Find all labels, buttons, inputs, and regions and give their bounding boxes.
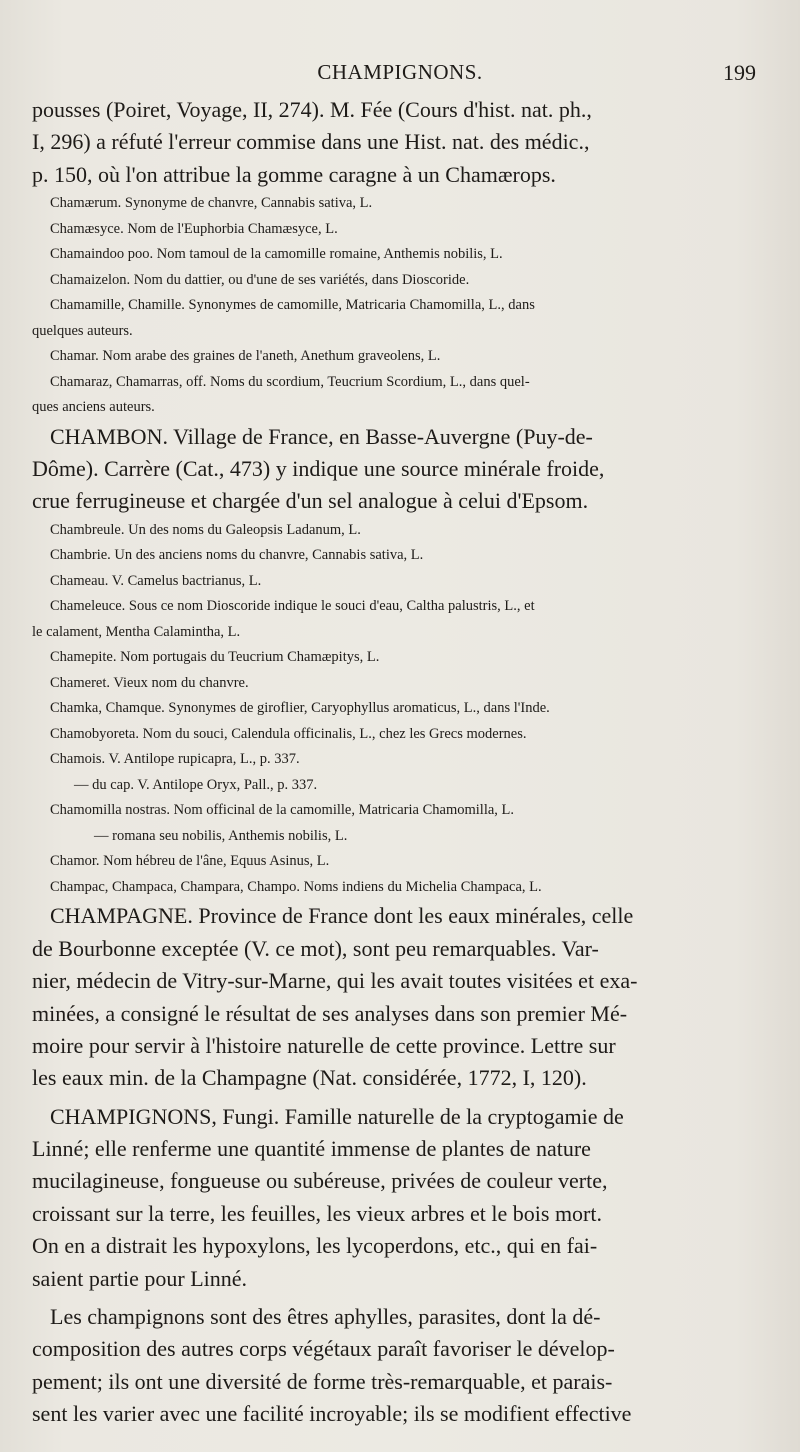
dictionary-entry: Chamaizelon. Nom du dattier, ou d'une de ses variétés, dans Dioscoride. (50, 271, 470, 288)
dictionary-entry: Chamaraz, Chamarras, off. Noms du scordium, Teucrium Scordium, L., dans quel- (50, 373, 530, 390)
text-line: pousses (Poiret, Voyage, II, 274). M. Fée (Cours d'hist. nat. ph., (32, 97, 592, 122)
dictionary-entry: Chameleuce. Sous ce nom Dioscoride indique le souci d'eau, Caltha palustris, L., et (50, 598, 535, 615)
dictionary-entry: Chamka, Chamque. Synonymes de giroflier, Caryophyllus aromaticus, L., dans l'Inde. (50, 700, 550, 717)
text-line: croissant sur la terre, les feuilles, les vieux arbres et le bois mort. (32, 1200, 602, 1226)
text-line: p. 150, où l'on attribue la gomme caragne à un Chamærops. (32, 161, 556, 187)
dictionary-entry-continuation: quelques auteurs. (32, 322, 133, 339)
dictionary-entry: Chamois. V. Antilope rupicapra, L., p. 337. (50, 751, 300, 768)
dictionary-entry: Chamamille, Chamille. Synonymes de camomille, Matricaria Chamomilla, L., dans (50, 297, 535, 314)
dictionary-entry: Chamar. Nom arabe des graines de l'aneth, Anethum graveolens, L. (50, 348, 441, 365)
page-number: 199 (723, 60, 756, 85)
entry-chambon: CHAMBON. Village de France, en Basse-Auvergne (Puy-de- (50, 423, 593, 449)
dictionary-entry: Chameret. Vieux nom du chanvre. (50, 674, 249, 691)
dictionary-subentry: — romana seu nobilis, Anthemis nobilis, L. (94, 827, 348, 844)
dictionary-entry: Chambrie. Un des anciens noms du chanvre, Cannabis sativa, L. (50, 547, 424, 564)
text-line: mucilagineuse, fongueuse ou subéreuse, privées de couleur verte, (32, 1168, 608, 1194)
text-line: minées, a consigné le résultat de ses analyses dans son premier Mé- (32, 1000, 628, 1026)
paragraph-line: Les champignons sont des êtres aphylles, parasites, dont la dé- (50, 1304, 601, 1330)
entry-champagne: CHAMPAGNE. Province de France dont les eaux minérales, celle (50, 903, 634, 929)
text-line: Linné; elle renferme une quantité immense de plantes de nature (32, 1136, 591, 1162)
dictionary-entry: Chameau. V. Camelus bactrianus, L. (50, 572, 262, 589)
text-line: les eaux min. de la Champagne (Nat. considérée, 1772, I, 120). (32, 1065, 587, 1091)
dictionary-entry-continuation: ques anciens auteurs. (32, 399, 155, 416)
dictionary-entry: Champac, Champaca, Champara, Champo. Noms indiens du Michelia Champaca, L. (50, 878, 542, 895)
dictionary-entry: Chamepite. Nom portugais du Teucrium Chamæpitys, L. (50, 649, 380, 666)
text-line: Dôme). Carrère (Cat., 473) y indique une source minérale froide, (32, 456, 605, 482)
dictionary-entry-continuation: le calament, Mentha Calamintha, L. (32, 623, 241, 640)
text-line: de Bourbonne exceptée (V. ce mot), sont peu remarquables. Var- (32, 935, 599, 961)
dictionary-entry: Chamæsyce. Nom de l'Euphorbia Chamæsyce, L. (50, 220, 338, 237)
text-line: nier, médecin de Vitry-sur-Marne, qui les avait toutes visitées et exa- (32, 968, 638, 994)
dictionary-entry: Chamærum. Synonyme de chanvre, Cannabis sativa, L. (50, 195, 373, 212)
page-body (32, 94, 760, 1431)
dictionary-entry: Chamaindoo poo. Nom tamoul de la camomille romaine, Anthemis nobilis, L. (50, 246, 503, 263)
dictionary-entry: Chamomilla nostras. Nom officinal de la camomille, Matricaria Chamomilla, L. (50, 802, 515, 819)
page-header (0, 60, 800, 90)
entry-champignons: CHAMPIGNONS, Fungi. Famille naturelle de la cryptogamie de (50, 1103, 624, 1129)
text-line: On en a distrait les hypoxylons, les lycoperdons, etc., qui en fai- (32, 1233, 598, 1259)
dictionary-entry: Chamobyoreta. Nom du souci, Calendula officinalis, L., chez les Grecs modernes. (50, 725, 527, 742)
text-line: composition des autres corps végétaux paraît favoriser le dévelop- (32, 1336, 615, 1362)
dictionary-subentry: — du cap. V. Antilope Oryx, Pall., p. 337. (74, 776, 318, 793)
text-line: I, 296) a réfuté l'erreur commise dans une Hist. nat. des médic., (32, 129, 590, 155)
dictionary-entry: Chamor. Nom hébreu de l'âne, Equus Asinus, L. (50, 853, 330, 870)
text-line: crue ferrugineuse et chargée d'un sel analogue à celui d'Epsom. (32, 488, 589, 514)
text-line: pement; ils ont une diversité de forme très-remarquable, et parais- (32, 1368, 613, 1394)
text-line: saient partie pour Linné. (32, 1265, 248, 1291)
text-line: sent les varier avec une facilité incroyable; ils se modifient effective (32, 1401, 632, 1427)
running-title: CHAMPIGNONS. (317, 60, 483, 84)
dictionary-entry: Chambreule. Un des noms du Galeopsis Ladanum, L. (50, 521, 361, 538)
text-line: moire pour servir à l'histoire naturelle de cette province. Lettre sur (32, 1032, 616, 1058)
